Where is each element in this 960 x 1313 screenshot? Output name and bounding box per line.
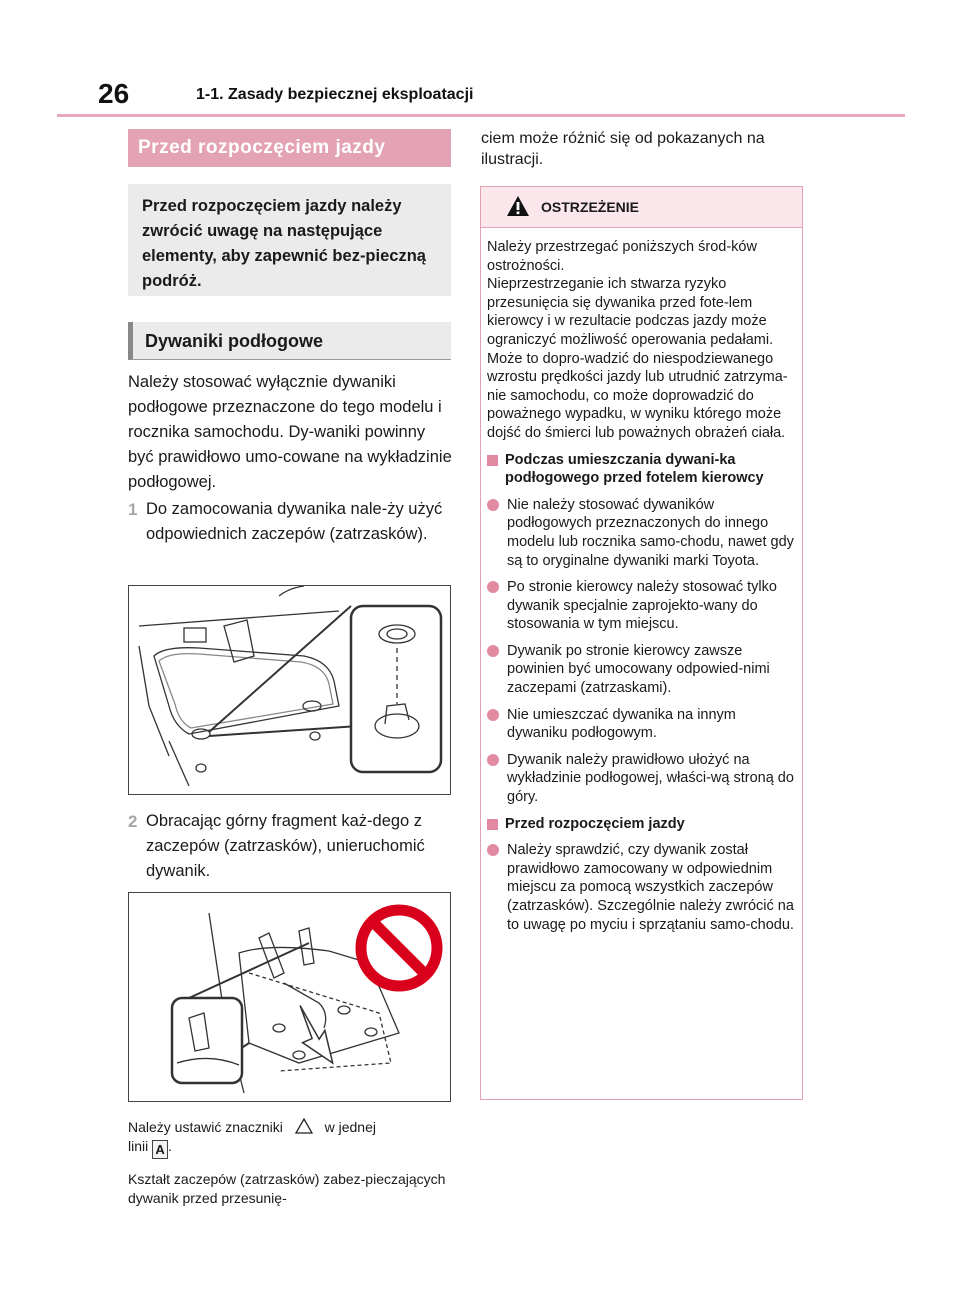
warning-bullet-text: Po stronie kierowcy należy stosować tylko dywanik specjalnie zaprojekto-wany do stosowania w tym miejscu. <box>507 579 777 633</box>
note-markers <box>128 1117 458 1159</box>
triangle-marker-icon <box>287 1117 321 1135</box>
warning-bullet-text: Należy sprawdzić, czy dywanik został prawidłowo zamocowany w odpowiednim miejscu za pomocą wszystkich zaczepów (zatrzasków). Szczególnie należy zwrócić na to uwagę po myciu i sprzątaniu samo-chodu. <box>507 842 794 933</box>
warning-bullet <box>487 841 799 934</box>
warning-triangle-icon <box>506 195 530 217</box>
warning-body <box>487 238 799 942</box>
header-divider <box>57 114 905 117</box>
paragraph-floor-mats: Należy stosować wyłącznie dywaniki podłogowe przeznaczone do tego modelu i rocznika samochodu. Dy-waniki powinny być prawidłowo umo-cowane na wykładzinie podłogowej. <box>128 373 452 491</box>
step-1 <box>128 497 454 547</box>
warning-heading-placement-text: Podczas umieszczania dywani-ka podłogowego przed fotelem kierowcy <box>505 451 764 487</box>
continuation-text: ciem może różnić się od pokazanych na ilustracji. <box>481 130 765 168</box>
note-markers-text-b: w jednej <box>324 1119 376 1135</box>
step-2 <box>128 809 454 884</box>
round-bullet-icon <box>487 499 499 511</box>
warning-intro-2: Nieprzestrzeganie ich stwarza ryzyko przesunięcia się dywanika przed fote-lem kierowcy i w rezultacie podczas jazdy może ograniczyć możliwość operowania pedałami. Może to dopro-wadzić do niespodziewanego wzrostu prędkości jazdy lub utrudnić zatrzyma-nie samochodu, co może doprowadzić do poważnego wypadku, w wyniku którego może dojść do śmierci lub poważnych obrażeń ciała. <box>487 276 788 441</box>
warning-bullet <box>487 578 799 634</box>
figure-wrong-mat-placement <box>128 892 451 1102</box>
intro-box: Przed rozpoczęciem jazdy należy zwrócić uwagę na następujące elementy, aby zapewnić bez-pieczną podróż. <box>128 184 451 296</box>
subsection-title: Dywaniki podłogowe <box>128 322 451 360</box>
wrong-placement-illustration <box>129 893 450 1101</box>
note-markers-text-a: Należy ustawić znaczniki <box>128 1119 283 1135</box>
warning-title: OSTRZEŻENIE <box>541 199 640 215</box>
letter-a-marker: A <box>152 1140 168 1159</box>
warning-bullet-text: Dywanik po stronie kierowcy zawsze powinien być umocowany odpowied-nimi zaczepami (zatrzaskami). <box>507 642 770 697</box>
round-bullet-icon <box>487 645 499 657</box>
warning-bullet-text: Dywanik należy prawidłowo ułożyć na wykładzinie podłogowej, właści-wą stroną do góry. <box>507 751 794 806</box>
step-2-text: Obracając górny fragment każ-dego z zaczepów (zatrzasków), unieruchomić dywanik. <box>146 812 425 880</box>
section-banner: Przed rozpoczęciem jazdy <box>128 129 451 167</box>
round-bullet-icon <box>487 844 499 856</box>
warning-bullet-text: Nie umieszczać dywanika na innym dywaniku podłogowym. <box>507 706 736 742</box>
step-1-text: Do zamocowania dywanika nale-ży użyć odpowiednich zaczepów (zatrzasków). <box>146 500 443 543</box>
step-2-number: 2 <box>128 812 138 831</box>
figure-floor-mat-clips <box>128 585 451 795</box>
page-number: 26 <box>98 78 130 109</box>
warning-bullet <box>487 496 799 570</box>
warning-bullet-text: Nie należy stosować dywaników podłogowych przeznaczonych do innego modelu lub rocznika samo-chodu, nawet gdy są to oryginalne dywaniki marki Toyota. <box>507 496 794 569</box>
note-markers-text-c: linii <box>128 1138 149 1154</box>
round-bullet-icon <box>487 581 499 593</box>
note-clip-shape: Kształt zaczepów (zatrzasków) zabez-pieczających dywanik przed przesunię- <box>128 1171 446 1206</box>
warning-heading-placement <box>487 451 799 488</box>
warning-bullet <box>487 642 799 698</box>
round-bullet-icon <box>487 754 499 766</box>
warning-intro-1: Należy przestrzegać poniższych środ-ków ostrożności. <box>487 239 757 274</box>
warning-header <box>481 187 802 228</box>
note-markers-text-d: . <box>168 1138 173 1154</box>
warning-box <box>480 186 803 1100</box>
round-bullet-icon <box>487 709 499 721</box>
warning-heading-before-driving-text: Przed rozpoczęciem jazdy <box>505 815 685 832</box>
step-1-number: 1 <box>128 500 138 519</box>
warning-heading-before-driving <box>487 815 799 834</box>
floor-mat-illustration <box>129 586 450 794</box>
square-bullet-icon <box>487 455 498 466</box>
square-bullet-icon <box>487 819 498 830</box>
warning-bullet <box>487 706 799 743</box>
warning-bullet <box>487 751 799 807</box>
section-header: 1-1. Zasady bezpiecznej eksploatacji <box>196 86 474 103</box>
